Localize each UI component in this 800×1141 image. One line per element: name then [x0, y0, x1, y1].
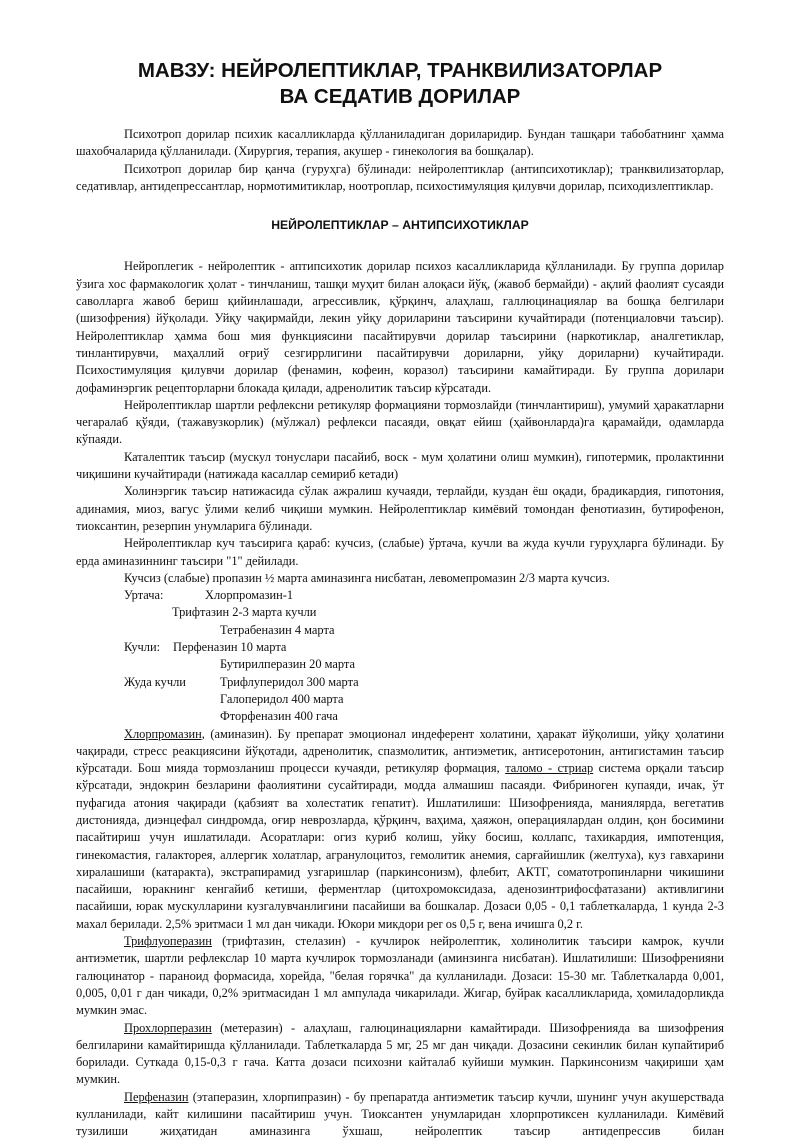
intro-paragraph-2: Психотроп дорилар бир қанча (гуруҳга) бўлинади: нейролептиклар (антипсихотиклар); транквилизаторлар, седативлар, антидепрессантлар, нормотимитиклар, ноотроплар, психостимуляция қилувчи дорилар, психодизлептиклар.	[76, 161, 724, 193]
drug-name: Трифлуоперазин	[124, 934, 212, 949]
drug-trifluoperazine	[76, 933, 724, 1019]
section-paragraph-2: Нейролептиклар шартли рефлексни ретикуляр формацияни тормозлайди (тинчлантириш), умумий ҳаракатларни чегаралаб қўяди, (тажавузкорлик) (мўлжал) рефлекси пасаяди, овқат ейиш (ҳайвонларда)га қарамайди, одамларда кўпаяди.	[76, 397, 724, 447]
list-row	[76, 622, 724, 639]
list-row	[76, 708, 724, 725]
list-row	[76, 656, 724, 673]
list-item: Трифлуперидол 300 марта	[220, 674, 359, 689]
drug-prochlorperazine	[76, 1020, 724, 1089]
drug-name: Хлорпромазин,	[124, 726, 205, 741]
list-item: Тетрабеназин 4 марта	[220, 622, 335, 637]
list-row	[76, 674, 724, 691]
drug-name: Перфеназин	[124, 1089, 189, 1104]
list-item: Перфеназин 10 марта	[173, 640, 287, 655]
list-item: Галоперидол 400 марта	[220, 691, 344, 706]
drug-description: (трифтазин, стелазин) - кучлирок нейролептик, холинолитик таъсири камрок, кучли антиэметик, шартли рефлекслар 10 марта кучлирок тормозланади (аминзинга нисбатан). Ишлатилиши: Шизофренияни галюцинатор - параноид формасида, хорейда, "белая горячка" да кулланилади. Дозаси: 15-30 мг. Таблеткаларда 0,001, 0,005, 0,01 г дан чикади, 0,2% эритмасидан 1 мл ампулада чикарилади. Жигар, буйрак касалликларида, ҳомиладорликда мумкин эмас.	[76, 934, 724, 1018]
section-heading: НЕЙРОЛЕПТИКЛАР – АНТИПСИХОТИКЛАР	[271, 218, 529, 233]
underlined-term: таломо - стриар	[505, 761, 594, 776]
strength-list	[76, 587, 724, 725]
intro-paragraph-1: Психотроп дорилар психик касалликларда қўлланиладиган дориларидир. Бундан ташқари табобатнинг ҳамма шахобчаларида қўлланилади. (Хирургия, терапия, акушер - гинекология ва бошқалар).	[76, 127, 724, 159]
section-paragraph-4: Холинэргик таъсир натижасида сўлак ажралиш кучаяди, терлайди, куздан ёш оқади, брадикардия, гипотония, адинамия, миоз, вагус ўлими келиб чиқиши мумкин. Нейролептиклар кимёвий томондан фенотиазин, бутирофенон, тиоксантин, резерпин унумларига бўлинади.	[76, 484, 724, 533]
section-paragraph-3: Каталептик таъсир (мускул тонуслари пасайиб, воск - мум ҳолатини олиш мумкин), гипотермик, пролактинни чиқишини кучайтиради (натижада касаллар семириб кетади)	[76, 449, 724, 482]
list-label-moderate: Уртача:	[124, 588, 164, 603]
section-paragraph-1: Нейроплегик - нейролептик - аптипсихотик дорилар психоз касалликларида қўлланилади. Бу группа дорилар ўзига хос фармакологик ҳолат - тинчланиш, ташқи муҳит билан алоқаси йўқ, (жавоб бермайди) - ақлий фаолият сусаяди саволларга жавоб бериш қийинлашади, агрессивлик, қўрқинч, алаҳлаш, галлюцинациялар ва бошқа белгилари (шизофрения) йўқолади. Уйқу чақирмайди, лекин уйқу дориларини таъсирини кучайтиради (потенциаловчи таъсир). Нейролептиклар ҳамма бош мия функциясини пасайтирувчи дорилар таъсирини (наркотиклар, аналгетиклар, тинлантирувчи, маҳаллий оғриў сезгиррлигини пасайтирувчи дориларни, уйқу дориларни) кучайтиради. Психостимуляция қилувчи дорилар (фенамин, кофеин, коразол) таъсирини камайтиради. Бу группа дорилари дофаминэргик рецепторларни блокада қилади, адренолитик таъсир кўрсатади.	[76, 259, 724, 395]
drug-description: система орқали таъсир кўрсатади, эндокрин безларини фаолиятини сусайтиради, модда алмашиш пасаяди. Фибриноген купаяди, ичак, ўт пуфагида атония чақиради (қабзият ва холестатик гепатит). Ишлатилиши: Шизофренияда, маниялярда, вегетатив дистонияда, диэнцефал синдромда, оғир неврозларда, қўрқинч, ваҳима, ҳаяжон, операциялардан олдин, қон босимини пасайтириш учун ишлатилади. Асоратлари: огиз куриб колиш, уйку босиш, коллапс, тахикардия, импотенция, гинекомастия, галакторея, аллергик холатлар, агранулоцитоз, гемолитик анемия, сарғайишлик (желтуха), куз гавхарини хиралашиши (катаракта), экстрапирамид узгаришлар (паркинсонизм), флебит, АКТГ, соматотропинларни чикишини пасайиши, юракнинг кенгайиб кетиши, ферментлар (цитохромоксидаза, аденозинтрифосфатазани) активлигини пасайиши, юрак мускулларини кузгалувчанлигини пасайиши ва бошкалар. Дозаси 0,05 - 0,1 таблеткаларда, 1 кунда 2-3 махал берилади. 2,5% эритмаси 1 мл дан чикади. Юкори микдори per os 0,5 г, вена ичишга 0,2 г.	[76, 761, 725, 931]
drug-perphenazine	[76, 1089, 724, 1141]
list-item: Хлорпромазин-1	[205, 588, 294, 603]
drug-name: Прохлорперазин	[124, 1020, 212, 1035]
document-body	[76, 126, 724, 1141]
list-item: Бутирилперазин 20 марта	[220, 657, 355, 672]
section-paragraph-5: Нейролептиклар куч таъсирига қараб: кучсиз, (слабые) ўртача, кучли ва жуда кучли гуруҳларга бўлинади. Бу ерда аминазиннинг таъсири "1" дейилади.	[76, 536, 724, 568]
page-title-line-2: ВА СЕДАТИВ ДОРИЛАР	[279, 85, 521, 108]
drug-description: (аминазин). Бу препарат эмоционал индеферент холатини, ҳаракат йўқолиши, уйқу ҳолатини чақиради, стресс реакциясини йўқотади, адренолитик, спазмолитик, антиэметик, антисеротонин, антигистамин таъсир кўрсатади. Бош мияда тормозланиш процесси кучаяди, ретикуляр формация,	[76, 726, 724, 776]
drug-chlorpromazine	[76, 726, 724, 934]
section-paragraph-6: Кучсиз (слабые) пропазин ½ марта аминазинга нисбатан, левомепромазин 2/3 марта кучсиз.	[124, 570, 610, 585]
list-label-very-strong: Жуда кучли	[124, 674, 186, 689]
page-title-line-1: МАВЗУ: НЕЙРОЛЕПТИКЛАР, ТРАНКВИЛИЗАТОРЛАР	[137, 59, 663, 82]
list-label-strong: Кучли:	[124, 640, 161, 655]
drug-description: (этаперазин, хлорпипразин) - бу препаратда антиэметик таъсир кучли, шунинг учун акушерствада кулланилади, кайт килишини пасайтириш учун. Тиоксантен унумларидан хлорпротиксен кулланилади. Кимёвий тузилиши жиҳатидан аминазинга ўхшаш, нейролептик таъсир антидепрессив билан	[76, 1089, 724, 1139]
list-row	[76, 639, 724, 656]
list-row	[76, 587, 724, 604]
list-row	[76, 604, 724, 621]
drug-description: (метеразин) - алаҳлаш, галюцинацияларни камайтиради. Шизофренияда ва шизофрения белгиларини камайтиришда қўлланилади. Таблеткаларда 5 мг, 25 мг дан чиқади. Дозасини секинлик билан купайтириб борилади. Суткада 0,15-0,3 г гача. Катта дозаси психозни кайталаб куйиши мумкин. Паркинсонизм чақириши ҳам мумкин.	[76, 1020, 724, 1087]
list-item: Трифтазин 2-3 марта кучли	[172, 605, 317, 620]
list-item: Фторфеназин 400 гача	[220, 709, 338, 724]
list-row	[76, 691, 724, 708]
